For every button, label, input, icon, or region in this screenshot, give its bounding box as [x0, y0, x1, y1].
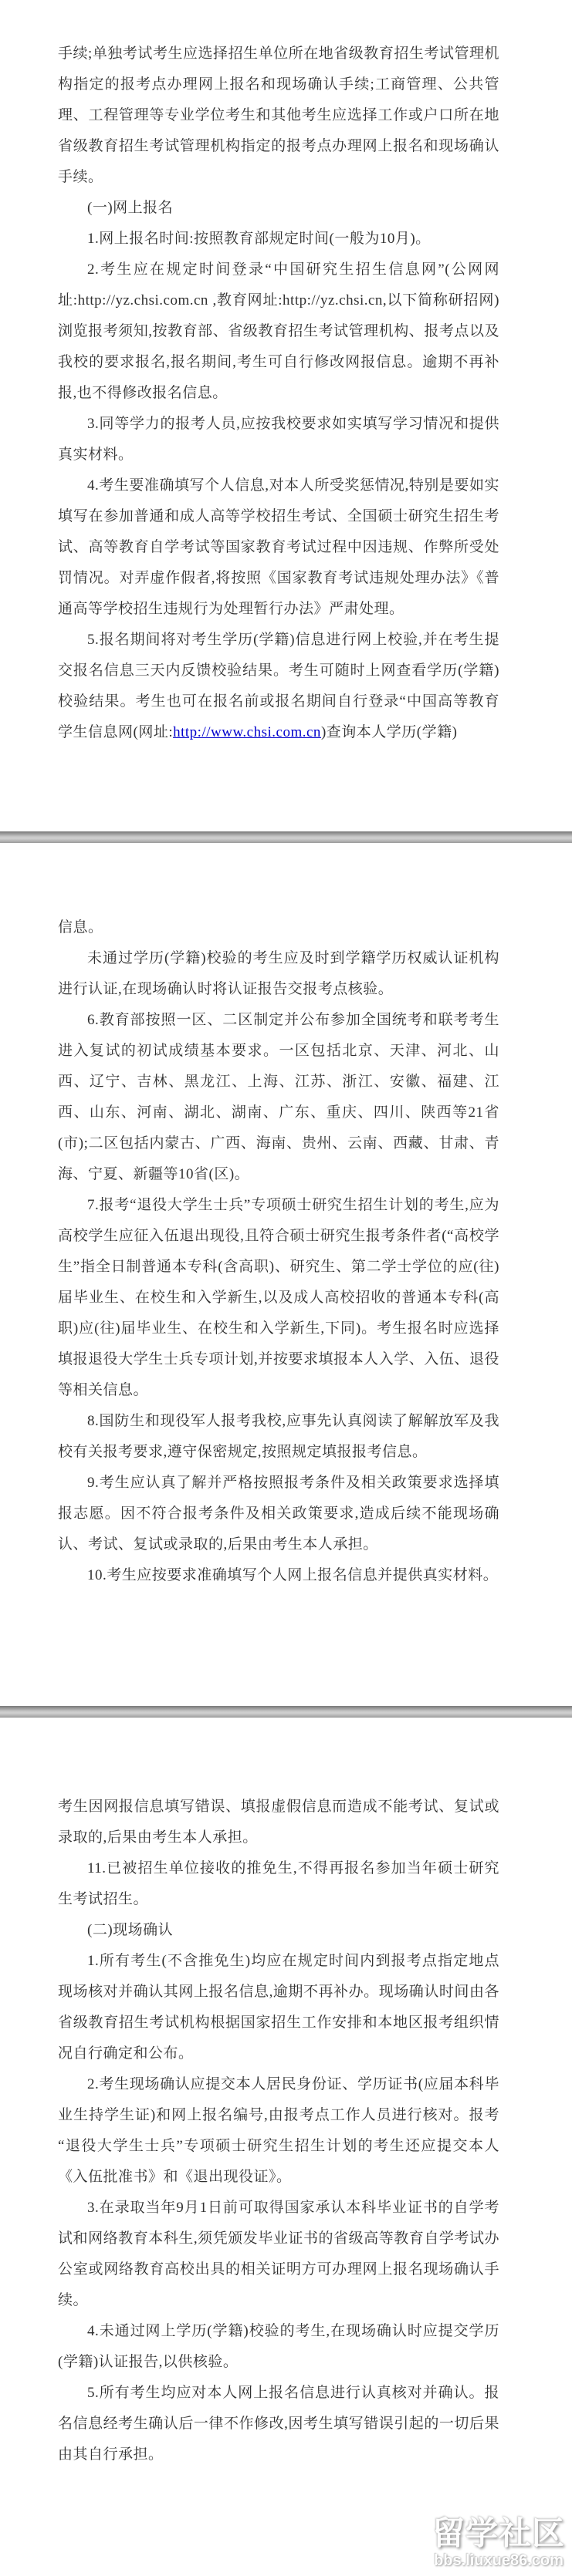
text-run: )查询本人学历(学籍) [320, 724, 458, 740]
paragraph [58, 2316, 499, 2378]
paragraph [58, 224, 499, 255]
text-run: 10.考生应按要求准确填写个人网上报名信息并提供真实材料。 [87, 1567, 499, 1583]
paragraph [58, 1468, 499, 1560]
document-section-registration-rules [58, 912, 499, 1591]
text-run: 11.已被招生单位接收的推免生,不得再报名参加当年硕士研究生考试招生。 [58, 1860, 499, 1907]
text-run: 4.未通过网上学历(学籍)校验的考生,在现场确认时应提交学历(学籍)认证报告,以供核验。 [58, 2323, 499, 2370]
paragraph [58, 2378, 499, 2470]
text-run: 6.教育部按照一区、二区制定并公布参加全国统考和联考考生进入复试的初试成绩基本要求。一区包括北京、天津、河北、山西、辽宁、吉林、黑龙江、上海、江苏、浙江、安徽、福建、江西、山东、河南、湖北、湖南、广东、重庆、四川、陕西等21省(市);二区包括内蒙古、广西、海南、贵州、云南、西藏、甘肃、青海、宁夏、新疆等10省(区)。 [58, 1012, 499, 1182]
paragraph [58, 193, 499, 224]
text-run: 考生因网报信息填写错误、填报虚假信息而造成不能考试、复试或录取的,后果由考生本人承担。 [58, 1799, 499, 1846]
paragraph [58, 1853, 499, 1915]
paragraph [58, 912, 499, 943]
document-section-online-registration [58, 39, 499, 748]
section-divider-1 [0, 831, 572, 843]
document-link[interactable]: http://www.chsi.com.cn [173, 724, 321, 740]
section-divider-2 [0, 1706, 572, 1718]
text-run: (一)网上报名 [87, 200, 174, 216]
document-section-onsite-confirmation [58, 1792, 499, 2470]
paragraph [58, 625, 499, 748]
watermark-url: bbs.liuxue86.com [434, 2552, 564, 2569]
text-run: (二)现场确认 [87, 1922, 174, 1938]
watermark [427, 2516, 570, 2570]
text-run: 5.所有考生均应对本人网上报名信息进行认真核对并确认。报名信息经考生确认后一律不作修改,因考生填写错误引起的一切后果由其自行承担。 [58, 2385, 499, 2463]
paragraph [58, 1560, 499, 1591]
text-run: 8.国防生和现役军人报考我校,应事先认真阅读了解解放军及我校有关报考要求,遵守保密规定,按照规定填报报考信息。 [58, 1413, 499, 1460]
text-run: 1.所有考生(不含推免生)均应在规定时间内到报考点指定地点现场核对并确认其网上报名信息,逾期不再补办。现场确认时间由各省级教育招生考试机构根据国家招生工作安排和本地区报考组织情况自行确定和公布。 [58, 1953, 499, 2062]
paragraph [58, 255, 499, 409]
text-run: 未通过学历(学籍)校验的考生应及时到学籍学历权威认证机构进行认证,在现场确认时将认证报告交报考点核验。 [58, 950, 499, 997]
paragraph [58, 39, 499, 193]
paragraph [58, 1190, 499, 1406]
text-run: 3.同等学力的报考人员,应按我校要求如实填写学习情况和提供真实材料。 [58, 416, 499, 463]
paragraph [58, 943, 499, 1005]
paragraph [58, 2193, 499, 2316]
text-run: 信息。 [58, 919, 103, 936]
text-run: 1.网上报名时间:按照教育部规定时间(一般为10月)。 [87, 231, 431, 247]
text-run: 手续;单独考试考生应选择招生单位所在地省级教育招生考试管理机构指定的报考点办理网上报名和现场确认手续;工商管理、公共管理、工程管理等专业学位考生和其他考生应选择工作或户口所在地省级教育招生考试管理机构指定的报考点办理网上报名和现场确认手续。 [58, 46, 499, 185]
paragraph [58, 2069, 499, 2193]
text-run: 4.考生要准确填写个人信息,对本人所受奖惩情况,特别是要如实填写在参加普通和成人高等学校招生考试、全国硕士研究生招生考试、高等教育自学考试等国家教育考试过程中因违规、作弊所受处罚情况。对弄虚作假者,将按照《国家教育考试违规处理办法》《普通高等学校招生违规行为处理暂行办法》严肃处理。 [58, 477, 499, 617]
paragraph [58, 409, 499, 470]
paragraph [58, 1406, 499, 1468]
paragraph [58, 1792, 499, 1853]
text-run: 2.考生应在规定时间登录“中国研究生招生信息网”(公网网址:http://yz.chsi.com.cn ,教育网址:http://yz.chsi.cn,以下简称研招网)浏览报考须知,按教育部、省级教育招生考试管理机构、报考点以及我校的要求报名,报名期间,考生可自行修改网报信息。逾期不再补报,也不得修改报名信息。 [58, 261, 499, 401]
text-run: 2.考生现场确认应提交本人居民身份证、学历证书(应届本科毕业生持学生证)和网上报名编号,由报考点工作人员进行核对。报考“退役大学生士兵”专项硕士研究生招生计划的考生还应提交本人《入伍批准书》和《退出现役证》。 [58, 2076, 499, 2185]
paragraph [58, 1005, 499, 1190]
paragraph [58, 470, 499, 625]
text-run: 3.在录取当年9月1日前可取得国家承认本科毕业证书的自学考试和网络教育本科生,须凭颁发毕业证书的省级高等教育自学考试办公室或网络教育高校出具的相关证明方可办理网上报名现场确认手续。 [58, 2200, 499, 2308]
text-run: 5.报名期间将对考生学历(学籍)信息进行网上校验,并在考生提交报名信息三天内反馈校验结果。考生可随时上网查看学历(学籍)校验结果。考生也可在报名前或报名期间自行登录“中国高等教育学生信息网(网址: [58, 632, 499, 740]
watermark-title: 留学社区 [432, 2515, 565, 2551]
text-run: 9.考生应认真了解并严格按照报考条件及相关政策要求选择填报志愿。因不符合报考条件及相关政策要求,造成后续不能现场确认、考试、复试或录取的,后果由考生本人承担。 [58, 1475, 499, 1553]
text-run: 7.报考“退役大学生士兵”专项硕士研究生招生计划的考生,应为高校学生应征入伍退出现役,且符合硕士研究生报考条件者(“高校学生”指全日制普通本专科(含高职)、研究生、第二学士学位的应(往)届毕业生、在校生和入学新生,以及成人高校招收的普通本专科(高职)应(往)届毕业生、在校生和入学新生,下同)。考生报名时应选择填报退役大学生士兵专项计划,并按要求填报本人入学、入伍、退役等相关信息。 [58, 1197, 499, 1398]
paragraph [58, 1915, 499, 1946]
paragraph [58, 1946, 499, 2069]
